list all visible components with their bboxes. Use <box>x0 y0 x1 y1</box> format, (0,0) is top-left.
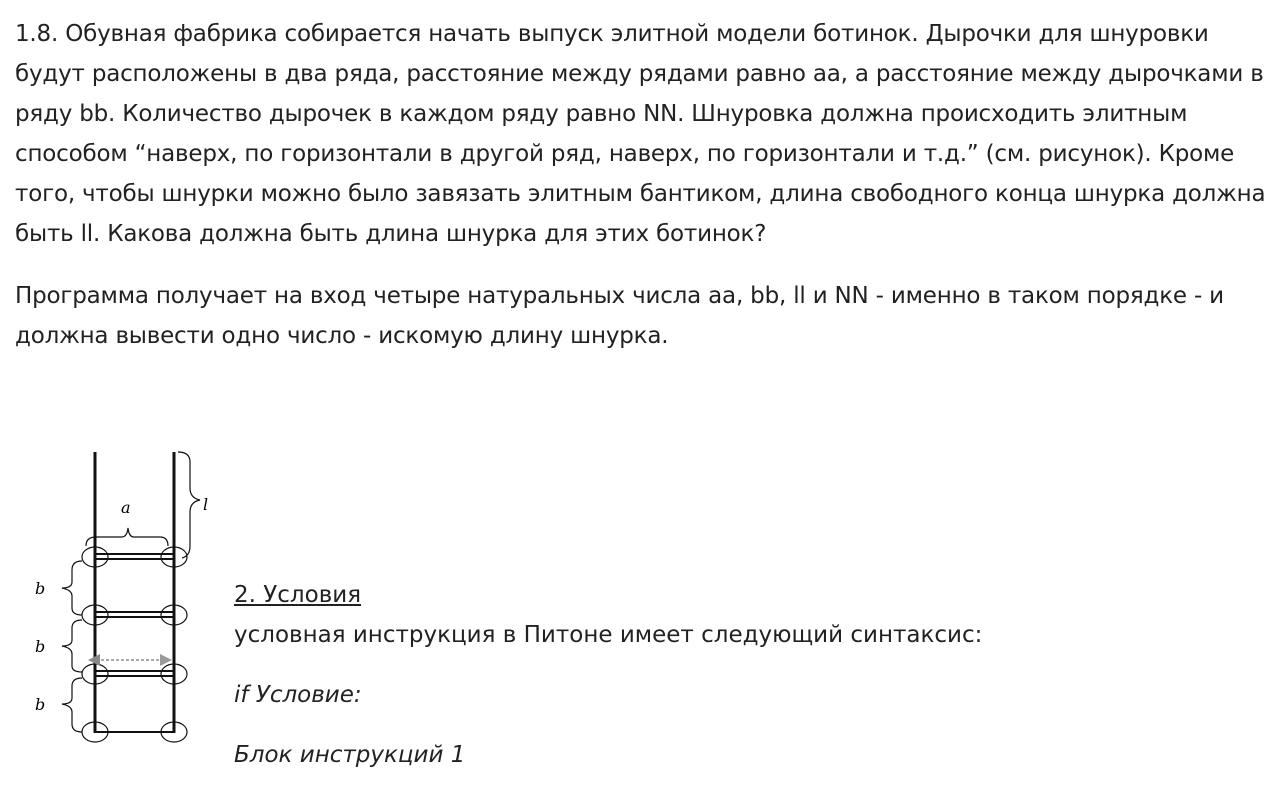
section-text: условная инструкция в Питоне имеет следующий синтаксис: <box>234 622 983 648</box>
text-line: того, чтобы шнурки можно было завязать элитным бантиком, длина свободного конца шнурка должна <box>15 181 1266 207</box>
conditions-link[interactable]: 2. Условия <box>234 582 362 608</box>
label-a: a <box>121 498 131 517</box>
text-line: быть ll. Какова должна быть длина шнурка для этих ботинок? <box>15 221 767 247</box>
text-line: будут расположены в два ряда, расстояние между рядами равно aa, а расстояние между дырочками в <box>15 61 1264 87</box>
code-line: if Условие: <box>234 682 362 708</box>
label-b: b <box>35 695 46 714</box>
text-line: Программа получает на вход четыре натуральных числа aa, bb, ll и NN - именно в таком порядке - и <box>15 283 1224 309</box>
input-description <box>15 276 1224 356</box>
problem-statement <box>15 14 1265 254</box>
text-line: ряду bb. Количество дырочек в каждом ряду равно NN. Шнуровка должна происходить элитным <box>15 101 1188 127</box>
label-b: b <box>35 637 46 656</box>
code-line: Блок инструкций 1 <box>234 742 466 768</box>
text-line: 1.8. Обувная фабрика собирается начать выпуск элитной модели ботинок. Дырочки для шнуровки <box>15 21 1209 47</box>
conditions-section <box>234 575 982 775</box>
lacing-diagram <box>30 440 230 750</box>
text-line: должна вывести одно число - искомую длину шнурка. <box>15 323 669 349</box>
label-l: l <box>203 495 209 514</box>
label-b: b <box>35 579 46 598</box>
text-line: способом “наверх, по горизонтали в другой ряд, наверх, по горизонтали и т.д.” (см. рисунок). Кроме <box>15 141 1235 167</box>
